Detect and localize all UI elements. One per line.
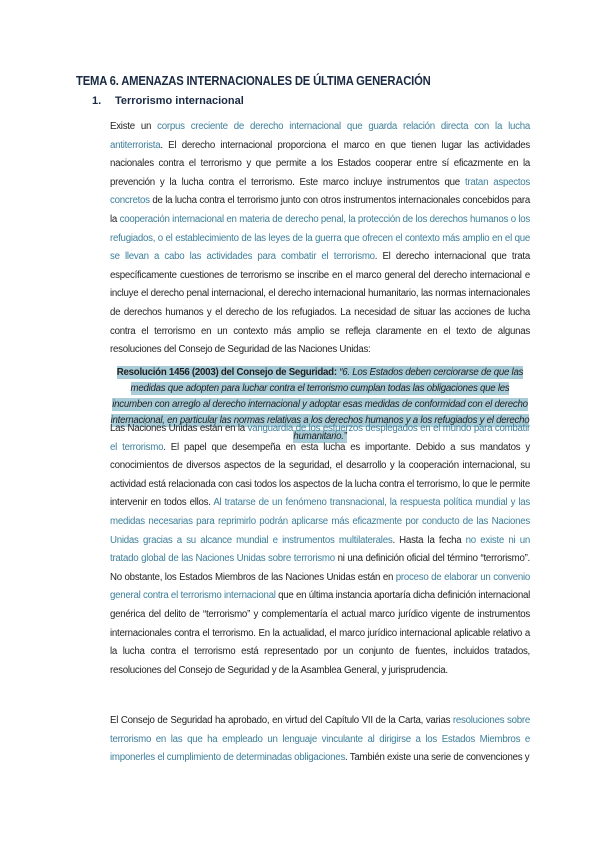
section-heading (92, 95, 244, 107)
p2-text-3: . Hasta la fecha (392, 534, 466, 546)
p2-text-2: . El papel que desempeña en esta lucha es importante. Debido a sus mandatos y conocimientos de diversos aspectos de la seguridad, el desarrollo y la cooperación internacional, su actividad está relacionada con casi todos los aspectos de la lucha contra el terrorismo, lo que le permite intervenir en todos ellos. (110, 441, 530, 509)
quote-text: “6. Los Estados deben cerciorarse de que las medidas que adopten para luchar contra el terrorismo cumplan todas las obligaciones que les incumben con arreglo al derecho internacional y adoptar esas medidas de conformidad con el derecho internacional, en particular las normas relativas a los derechos humanos y a los refugiados y el derecho humanitario.” (110, 367, 530, 442)
p2-highlight-4: proceso de elaborar un convenio general contra el terrorismo internacional (110, 571, 531, 602)
p2-highlight-1: vanguardia de los esfuerzos desplegados en el mundo para combatir el terrorismo (110, 423, 531, 453)
section-title: Terrorismo internacional (115, 95, 244, 107)
quote-lead: Resolución 1456 (2003) del Consejo de Seguridad: (116, 367, 340, 378)
paragraph-3 (110, 712, 530, 768)
chapter-title: TEMA 6. AMENAZAS INTERNACIONALES DE ÚLTIMA GENERACIÓN (76, 74, 431, 88)
p1-highlight-1: corpus creciente de derecho internacional que guarda relación directa con la lucha antiterrorista (110, 121, 530, 151)
p2-highlight-3: no existe ni un tratado global de las Naciones Unidas sobre terrorismo (110, 534, 530, 565)
p1-highlight-3: cooperación internacional en materia de derecho penal, la protección de los derechos humanos o los refugiados, o el establecimiento de las leyes de la guerra que ofrecen el contexto más amplio en el que se llevan a cabo las actividades para combatir el terrorismo (110, 213, 530, 263)
p1-text-2: . El derecho internacional proporciona el marco en que tienen lugar las actividades nacionales contra el terrorismo y que permite a los Estados cooperar entre sí eficazmente en la prevención y la lucha contra el terrorismo. Este marco incluye instrumentos que (110, 139, 530, 188)
p2-highlight-2: Al tratarse de un fenómeno transnacional, la respuesta política mundial y las medidas necesarias para reprimirlo podrán aplicarse más eficazmente por conducto de las Naciones Unidas gracias a su alcance mundial e instrumentos multilaterales (110, 497, 530, 546)
p3-highlight-1: resoluciones sobre terrorismo en las que ha empleado un lenguaje vinculante al dirigirse a los Estados Miembros e imponerles el cumplimiento de determinadas obligaciones (110, 715, 530, 764)
p1-text-3: de la lucha contra el terrorismo junto con otros instrumentos internacionales concebidos para la (110, 195, 530, 225)
p2-text-4: ni una definición oficial del término “terrorismo”. No obstante, los Estados Miembros de las Naciones Unidas están en (110, 553, 531, 583)
p1-text-1: Existe un (110, 121, 158, 132)
paragraph-1 (110, 118, 530, 360)
p1-text-4: . El derecho internacional que trata específicamente cuestiones de terrorismo se inscribe en el marco general del derecho internacional e incluye el derecho penal internacional, el derecho internacional humanitario, las normas internacionales de derechos humanos y el derecho de los refugiados. La necesidad de situar las acciones de lucha contra el terrorismo en un contexto más amplio se refleja claramente en el texto de algunas resoluciones del Consejo de Seguridad de las Naciones Unidas: (110, 251, 530, 356)
section-number: 1. (92, 95, 102, 107)
p3-text-1: El Consejo de Seguridad ha aprobado, en virtud del Capítulo VII de la Carta, varias (110, 715, 453, 726)
p2-text-5: que en última instancia aportaría dicha definición internacional genérica del delito de “terrorismo” y complementaría el actual marco jurídico vigente de instrumentos internacionales contra el terrorismo. En la actualidad, el marco jurídico internacional aplicable relativo a la lucha contra el terrorismo está representado por un conjunto de fuentes, incluidos tratados, resoluciones del Consejo de Seguridad y de la Asamblea General, y jurisprudencia. (110, 590, 530, 676)
paragraph-2 (110, 420, 530, 680)
p3-text-2: . También existe una serie de convenciones y (345, 752, 530, 764)
p2-text-1: Las Naciones Unidas están en la (110, 423, 248, 434)
p1-highlight-2: tratan aspectos concretos (110, 176, 530, 207)
